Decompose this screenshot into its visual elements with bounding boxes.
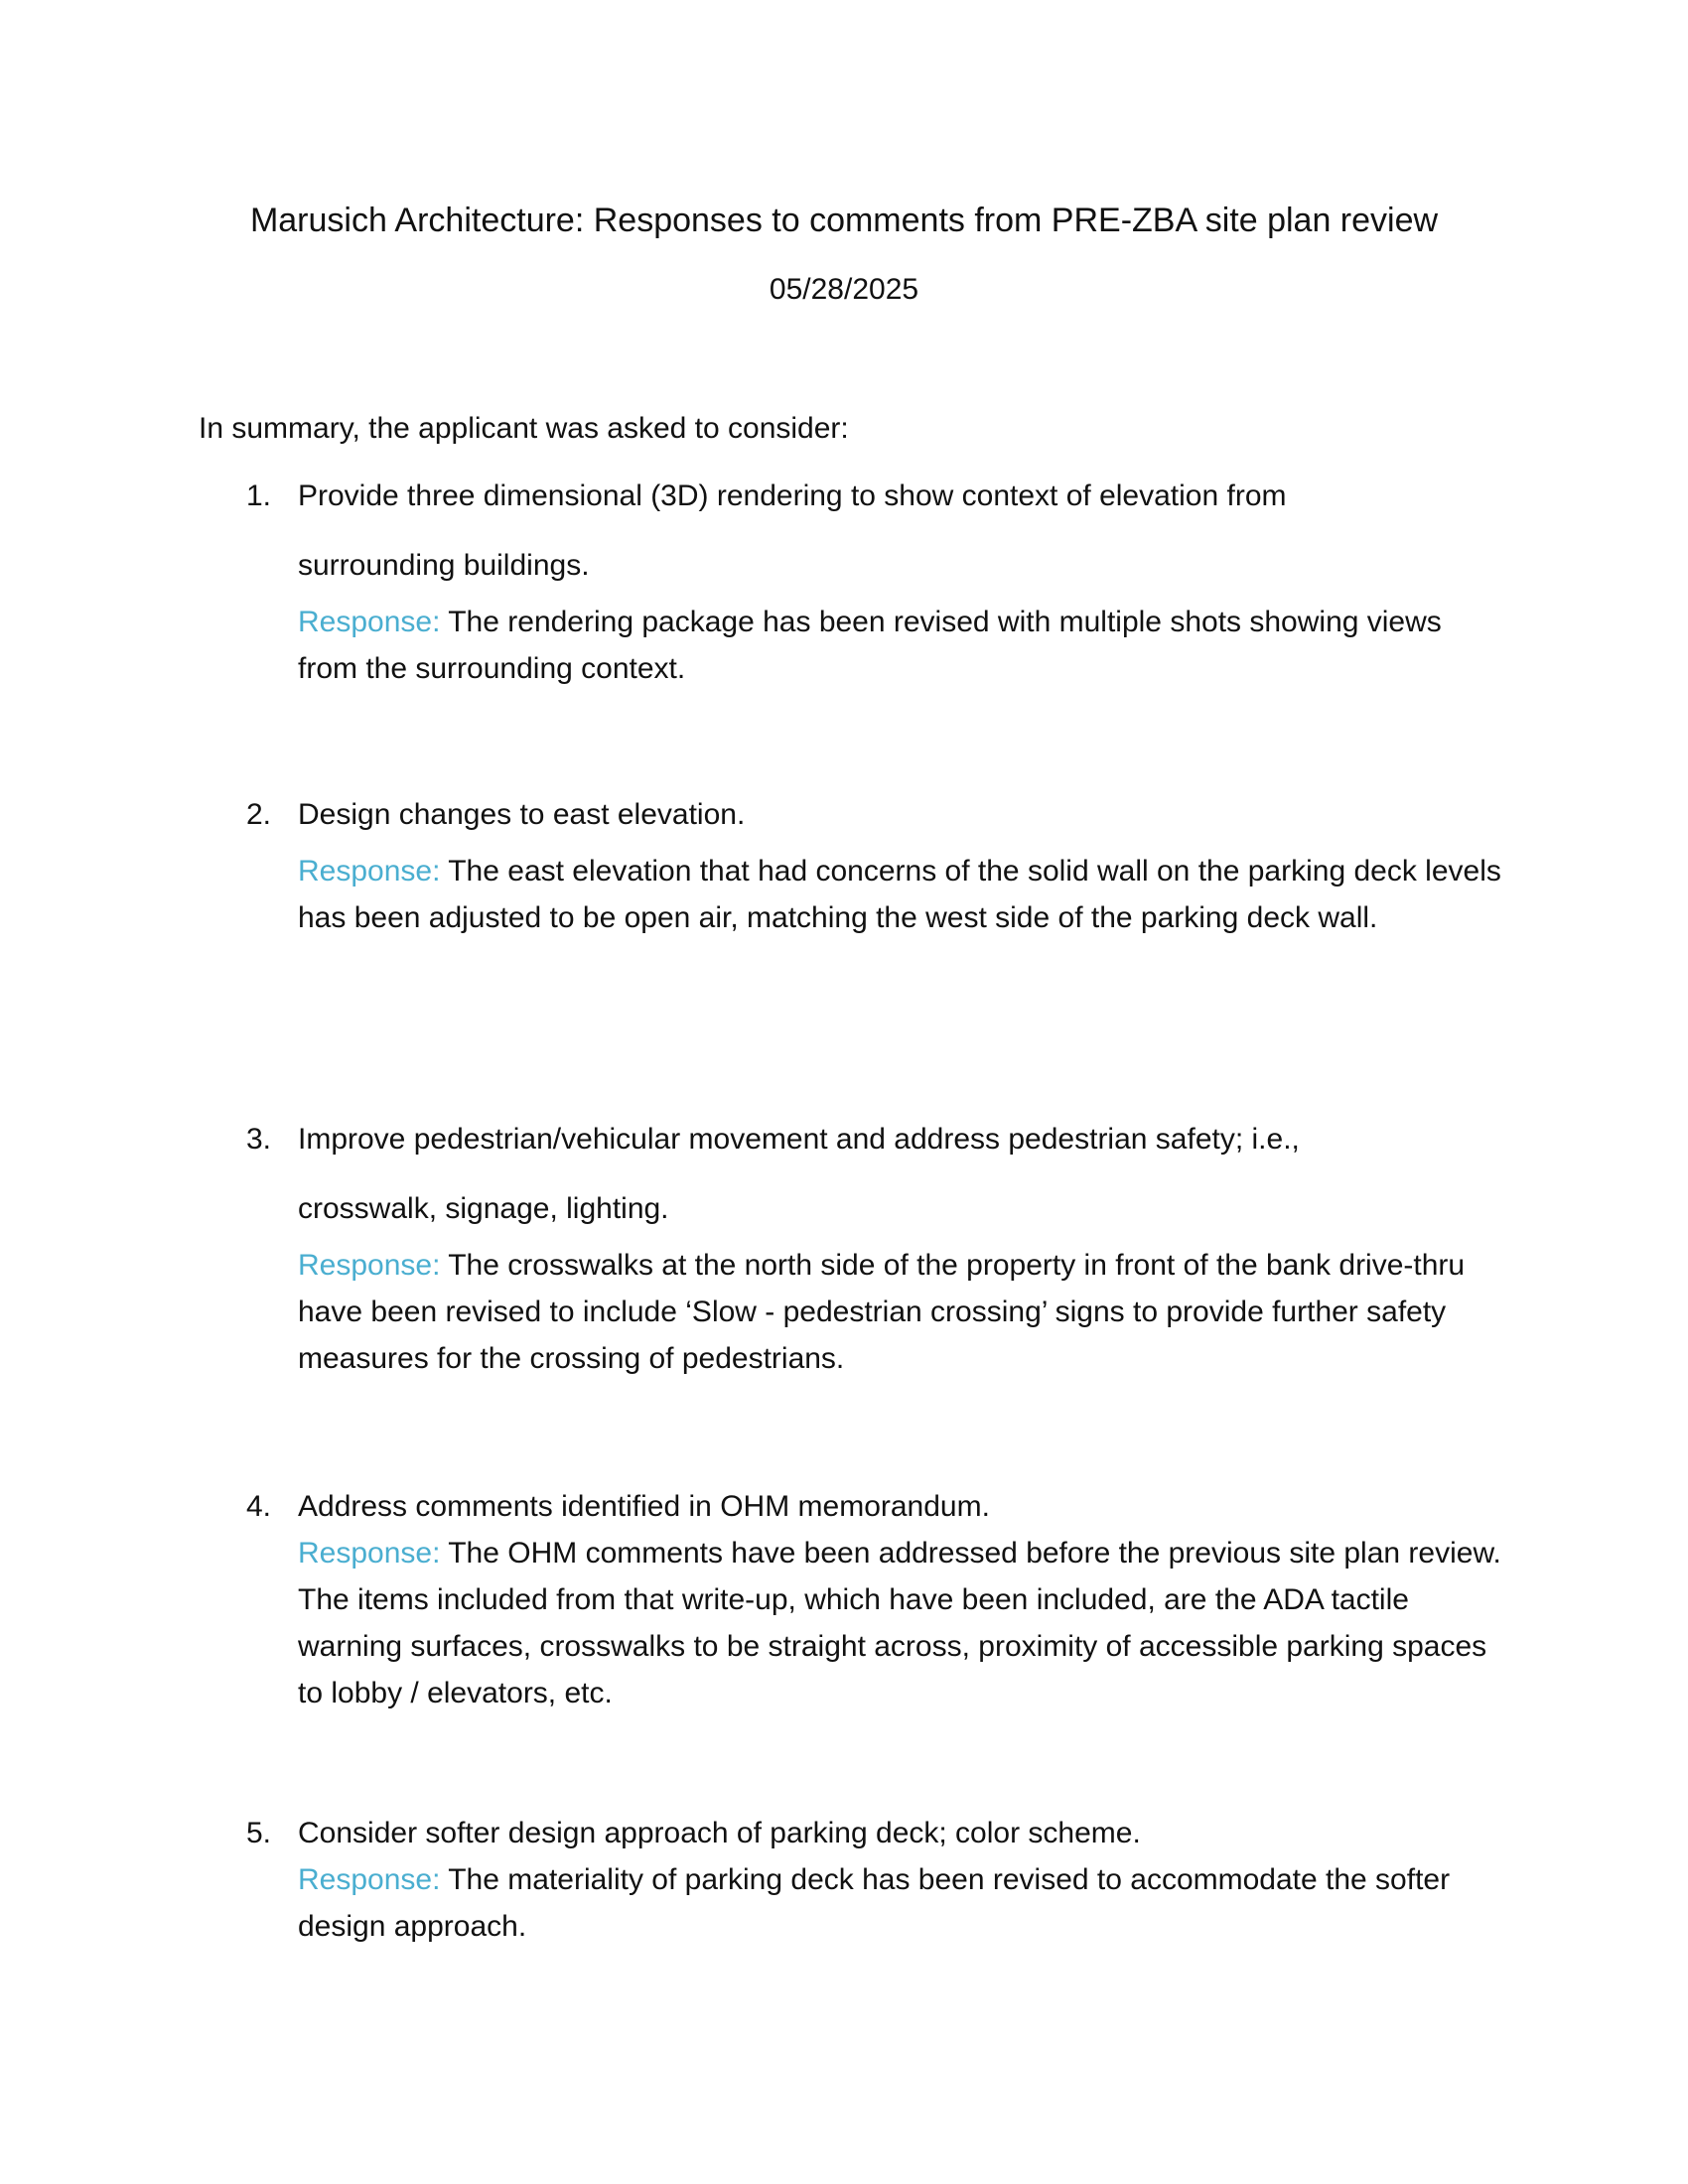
response-text: The OHM comments have been addressed before the previous site plan review. The items included from that write-up, which have been included, are the ADA tactile warning surfaces, crosswalks to be straight across, proximity of accessible parking spaces to lobby / elevators, etc.: [298, 1537, 1501, 1709]
item-body: [298, 1120, 1504, 1382]
item-comment: Provide three dimensional (3D) rendering to show context of elevation from surrounding buildings.: [298, 479, 1287, 582]
item-number: 4.: [246, 1490, 272, 1523]
item-response: [298, 1530, 1504, 1716]
item-response: [298, 1242, 1504, 1382]
item-body: [298, 1814, 1504, 1950]
item-number: 2.: [246, 798, 272, 831]
item-response: [298, 1856, 1504, 1950]
intro-text: In summary, the applicant was asked to consider:: [199, 412, 849, 445]
response-label: Response:: [298, 855, 441, 887]
response-label: Response:: [298, 1249, 441, 1282]
item-body: [298, 477, 1504, 692]
response-text: The east elevation that had concerns of the solid wall on the parking deck levels has been adjusted to be open air, matching the west side of the parking deck wall.: [298, 855, 1501, 934]
response-text: The materiality of parking deck has been revised to accommodate the softer design approach.: [298, 1863, 1451, 1943]
item-body: [298, 795, 1504, 941]
response-label: Response:: [298, 1863, 441, 1896]
item-number: 1.: [246, 479, 272, 512]
response-text: The rendering package has been revised with multiple shots showing views from the surrounding context.: [298, 606, 1442, 685]
item-response: [298, 848, 1504, 941]
item-comment: Consider softer design approach of parking deck; color scheme.: [298, 1817, 1141, 1849]
response-label: Response:: [298, 606, 441, 638]
item-comment: Design changes to east elevation.: [298, 798, 746, 831]
item-comment: Improve pedestrian/vehicular movement and address pedestrian safety; i.e., crosswalk, signage, lighting.: [298, 1123, 1300, 1225]
item-number: 5.: [246, 1817, 272, 1849]
document-date: 05/28/2025: [769, 273, 919, 306]
item-comment: Address comments identified in OHM memorandum.: [298, 1490, 990, 1523]
response-label: Response:: [298, 1537, 441, 1570]
item-body: [298, 1487, 1504, 1716]
item-number: 3.: [246, 1123, 272, 1156]
document-title: Marusich Architecture: Responses to comments from PRE-ZBA site plan review: [249, 202, 1439, 239]
item-response: [298, 599, 1504, 692]
response-text: The crosswalks at the north side of the property in front of the bank drive-thru have been revised to include ‘Slow - pedestrian crossing’ signs to provide further safety measures for the crossing of pedestrians.: [298, 1249, 1466, 1375]
